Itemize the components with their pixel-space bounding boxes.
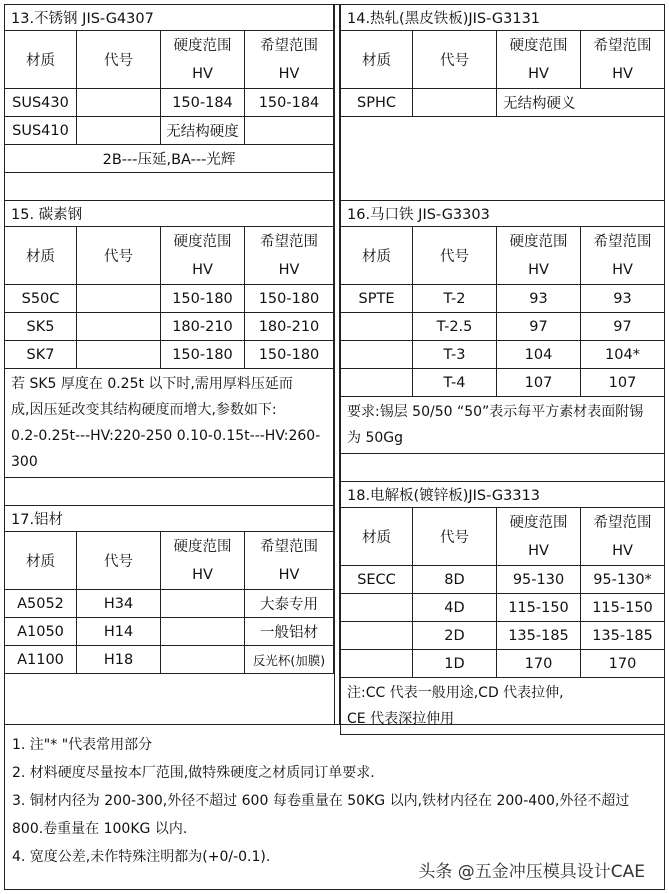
table-row: SK7 150-180 150-180 (5, 341, 334, 369)
section-note: 若 SK5 厚度在 0.25t 以下时,需用厚料压延而 成,因压延改变其结构硬度而增大,参数如下: 0.2-0.25t---HV:220-250 0.10-0.15t---HV:260-300 (5, 369, 334, 478)
table-row: A1100 H18 反光杯(加膜) (5, 646, 334, 674)
table-row: SUS430 150-184 150-184 (5, 89, 334, 117)
section-note: 要求:锡层 50/50 “50”表示每平方素材表面附锡 为 50Gg (341, 397, 665, 454)
table-row: SK5 180-210 180-210 (5, 313, 334, 341)
table-row: A5052 H34 大泰专用 (5, 590, 334, 618)
header-code: 代号 (413, 31, 497, 89)
header-hope: 希望范围 HV (245, 31, 334, 89)
header-code: 代号 (413, 227, 497, 285)
section-title: 14.热轧(黑皮铁板)JIS-G3131 (341, 5, 665, 31)
header-hope: 希望范围 HV (245, 227, 334, 285)
header-code: 代号 (77, 227, 161, 285)
header-code: 代号 (77, 532, 161, 590)
header-range: 硬度范围 HV (497, 227, 581, 285)
table-row: T-3 104 104* (341, 341, 665, 369)
header-material: 材质 (5, 532, 77, 590)
table-row: 2D 135-185 135-185 (341, 622, 665, 650)
table-row: SECC 8D 95-130 95-130* (341, 566, 665, 594)
table-row: T-2.5 97 97 (341, 313, 665, 341)
header-material: 材质 (5, 31, 77, 89)
section-note: 注:CC 代表一般用途,CD 代表拉伸, CE 代表深拉伸用 (341, 678, 665, 735)
header-range: 硬度范围 HV (161, 31, 245, 89)
header-hope: 希望范围 HV (581, 227, 665, 285)
header-range: 硬度范围 HV (497, 31, 581, 89)
note-item: 4. 宽度公差,未作特殊注明都为(+0/-0.1). (12, 849, 271, 865)
table-section-14 (340, 4, 665, 735)
section-title: 15. 碳素钢 (5, 201, 334, 227)
header-material: 材质 (5, 227, 77, 285)
header-material: 材质 (341, 508, 413, 566)
header-range: 硬度范围 HV (497, 508, 581, 566)
note-item: 2. 材料硬度尽量按本厂范围,做特殊硬度之材质同订单要求. (12, 765, 375, 781)
section-title: 17.铝材 (5, 506, 334, 532)
header-code: 代号 (77, 31, 161, 89)
header-range: 硬度范围 HV (161, 532, 245, 590)
header-material: 材质 (341, 31, 413, 89)
header-hope: 希望范围 HV (245, 532, 334, 590)
table-row: SPHC 无结构硬义 (341, 89, 665, 117)
table-section-13 (4, 4, 334, 674)
table-row: A1050 H14 一般铝材 (5, 618, 334, 646)
watermark: 头条 @五金冲压模具设计CAE (418, 862, 645, 882)
right-column (340, 4, 665, 735)
table-row: SPTE T-2 93 93 (341, 285, 665, 313)
header-hope: 希望范围 HV (581, 508, 665, 566)
section-note: 2B---压延,BA---光辉 (5, 145, 334, 173)
note-item: 3. 铜材内径为 200-300,外径不超过 600 每卷重量在 50KG 以内,铁材内径在 200-400,外径不超过 800.卷重量在 100KG 以内. (12, 793, 630, 837)
table-row: 1D 170 170 (341, 650, 665, 678)
table-row: 4D 115-150 115-150 (341, 594, 665, 622)
section-title: 13.不锈钢 JIS-G4307 (5, 5, 334, 31)
table-row: T-4 107 107 (341, 369, 665, 397)
section-title: 18.电解板(镀锌板)JIS-G3313 (341, 482, 665, 508)
table-row: S50C 150-180 150-180 (5, 285, 334, 313)
section-title: 16.马口铁 JIS-G3303 (341, 201, 665, 227)
left-column (4, 4, 334, 674)
header-code: 代号 (413, 508, 497, 566)
table-row: SUS410 无结构硬度 (5, 117, 334, 145)
header-material: 材质 (341, 227, 413, 285)
note-item: 1. 注"* "代表常用部分 (12, 737, 153, 753)
header-hope: 希望范围 HV (581, 31, 665, 89)
header-range: 硬度范围 HV (161, 227, 245, 285)
